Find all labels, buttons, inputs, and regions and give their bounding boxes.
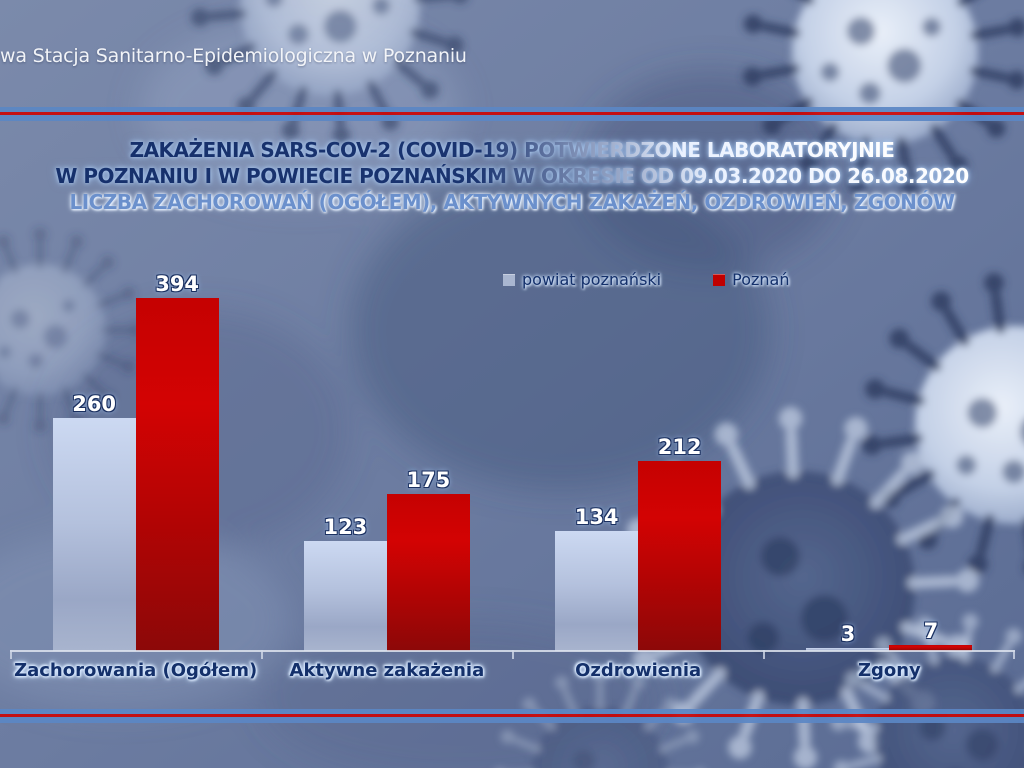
bar-with-label <box>889 619 972 651</box>
bar-powiat-poznanski <box>304 541 387 651</box>
bar-poznan <box>638 461 721 651</box>
title-line-1: ZAKAŻENIA SARS-COV-2 (COVID-19) POTWIERDZONE LABORATORYJNIE <box>129 138 895 162</box>
bar-with-label <box>304 515 387 651</box>
red-line <box>0 709 1024 723</box>
bar-group <box>10 0 261 651</box>
bar-value-label: 212 <box>657 435 702 459</box>
category-label: Zgony <box>857 660 921 681</box>
bar-value-label: 175 <box>406 468 451 492</box>
bar-with-label <box>136 272 219 651</box>
bar-with-label <box>555 505 638 651</box>
bar-value-label: 123 <box>323 515 368 539</box>
bar-with-label <box>387 468 470 651</box>
station-name-text: wa Stacja Sanitarno-Epidemiologiczna w Poznaniu <box>0 45 467 67</box>
legend-label: powiat poznański <box>522 270 662 289</box>
category-label: Zachorowania (Ogółem) <box>14 660 258 681</box>
bar-poznan <box>136 298 219 651</box>
bar-poznan <box>387 494 470 651</box>
bar-with-label <box>806 622 889 651</box>
bar-with-label <box>638 435 721 651</box>
bar-value-label: 3 <box>840 622 856 646</box>
axis-tick <box>512 650 514 659</box>
bar-value-label: 7 <box>923 619 939 643</box>
category-label: Aktywne zakażenia <box>289 660 485 681</box>
category-axis-labels <box>10 660 1015 681</box>
bar-powiat-poznanski <box>53 418 136 651</box>
title-line-3: LICZBA ZACHOROWAŃ (OGÓŁEM), AKTYWNYCH ZAKAŻEŃ, OZDROWIEŃ, ZGONÓW <box>69 190 955 214</box>
bar-with-label <box>53 392 136 651</box>
category-label: Ozdrowienia <box>575 660 702 681</box>
bar-group <box>261 0 512 651</box>
x-axis-line <box>10 650 1015 652</box>
bar-chart-plot-area <box>10 0 1015 651</box>
bar-value-label: 260 <box>72 392 117 416</box>
bar-value-label: 394 <box>155 272 200 296</box>
legend-label: Poznań <box>732 270 790 289</box>
bar-group <box>513 0 764 651</box>
bar-group <box>764 0 1015 651</box>
bottom-accent-stripe <box>0 709 1024 723</box>
axis-tick <box>1013 650 1015 659</box>
axis-tick <box>261 650 263 659</box>
bar-powiat-poznanski <box>555 531 638 651</box>
bar-value-label: 134 <box>574 505 619 529</box>
axis-tick <box>763 650 765 659</box>
axis-tick <box>10 650 12 659</box>
title-line-2: W POZNANIU I W POWIECIE POZNAŃSKIM W OKRESIE OD 09.03.2020 DO 26.08.2020 <box>55 164 969 188</box>
